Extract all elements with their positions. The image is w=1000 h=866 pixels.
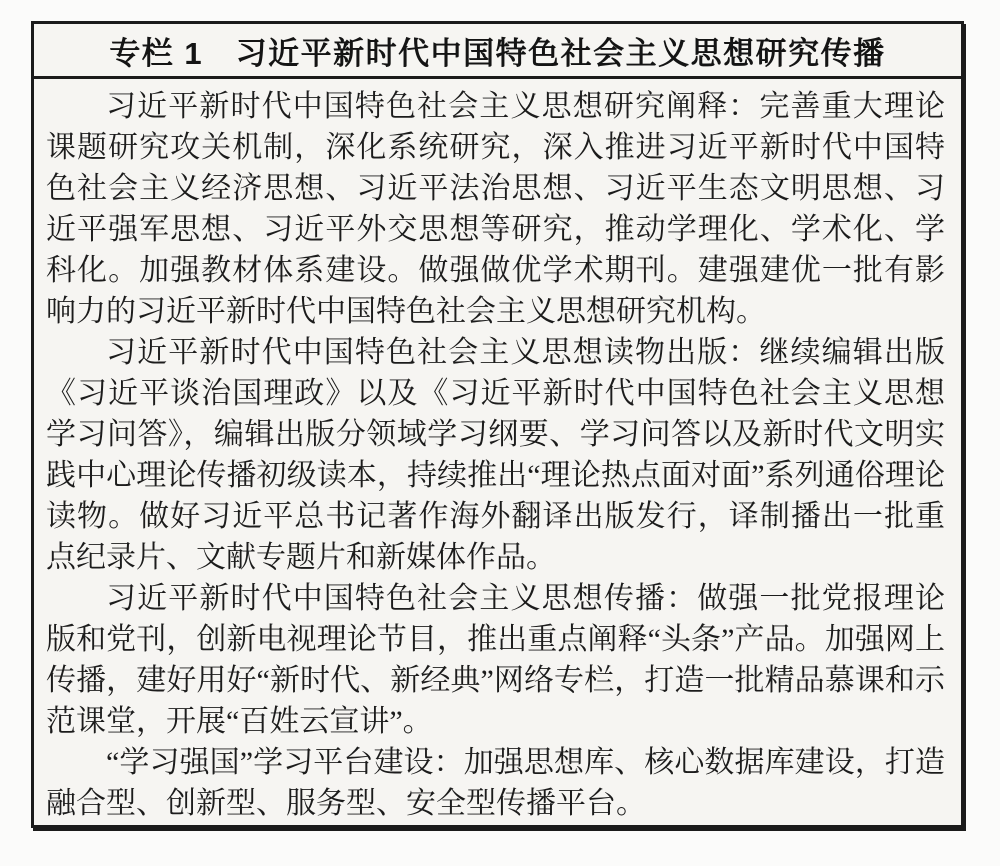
column-box-title: 专栏 1 习近平新时代中国特色社会主义思想研究传播 xyxy=(34,24,961,79)
column-box xyxy=(31,21,964,828)
paragraph-readings-publication: 习近平新时代中国特色社会主义思想读物出版：继续编辑出版《习近平谈治国理政》以及《习近平新时代中国特色社会主义思想学习问答》，编辑出版分领域学习纲要、学习问答以及新时代文明实践中心理论传播初级读本，持续推出“理论热点面对面”系列通俗理论读物。做好习近平总书记著作海外翻译出版发行，译制播出一批重点纪录片、文献专题片和新媒体作品。 xyxy=(46,336,945,574)
paragraph-thought-dissemination: 习近平新时代中国特色社会主义思想传播：做强一批党报理论版和党刊，创新电视理论节目，推出重点阐释“头条”产品。加强网上传播，建好用好“新时代、新经典”网络专栏，打造一批精品慕课和示范课堂，开展“百姓云宣讲”。 xyxy=(46,582,945,738)
paragraph-research-interpretation: 习近平新时代中国特色社会主义思想研究阐释：完善重大理论课题研究攻关机制，深化系统研究，深入推进习近平新时代中国特色社会主义经济思想、习近平法治思想、习近平生态文明思想、习近平强军思想、习近平外交思想等研究，推动学理化、学术化、学科化。加强教材体系建设。做强做优学术期刊。建强建优一批有影响力的习近平新时代中国特色社会主义思想研究机构。 xyxy=(46,90,945,328)
column-box-body xyxy=(34,79,961,824)
paragraph-xuexi-qiangguo-platform: “学习强国”学习平台建设：加强思想库、核心数据库建设，打造融合型、创新型、服务型、安全型传播平台。 xyxy=(46,746,945,820)
